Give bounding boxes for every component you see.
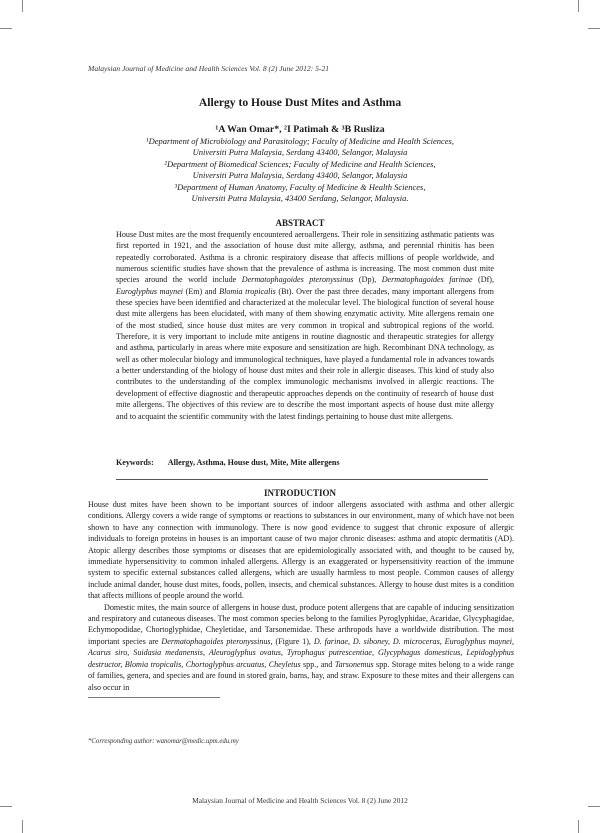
text-segment: spp. Storage mites belong to a wide range of families, genera, and species and are found in stored grain, barns, hay, and straw. Exposure to these mites and their allergens can also occur in — [88, 659, 515, 692]
abstract-segment: (Bt). Over the past three decades, many important allergens from these species have been identified and characterized at the molecular level. The biological function of several house dust mite allergens has been elucidated, with many of them showing enzymatic activity. Mite allergens remain one of the most studied, since house dust mites are very common in tropical and subtropical regions of the world. Therefore, it is very important to include mite antigens in routine diagnostic and therapeutic strategies for allergy and asthma, particularly in areas where mite exposure and sensitization are high. Recombinant DNA technology, as well as other molecular biology and immunological techniques, have played a fundamental role in advances towards a better understanding of the biology of house dust mites and their role in allergic diseases. This kind of study also contributes to the understanding of the complex immunologic mechanisms involved in allergic reactions. The development of effective diagnostic and therapeutic approaches depends on the continuity of research of house dust mite allergens. The objectives of this review are to describe the most important aspects of house dust mite allergy and to acquaint the scientific community with the latest findings pertaining to house dust mite allergens. — [116, 286, 494, 421]
abstract-segment: (Df), — [472, 275, 495, 285]
keywords-list: Allergy, Asthma, House dust, Mite, Mite allergens — [167, 458, 340, 467]
crop-mark — [22, 0, 23, 12]
affiliation-line: Universiti Putra Malaysia, 43400 Serdang, Selangor, Malaysia. — [191, 193, 409, 204]
section-divider — [116, 479, 488, 480]
species-name: Dermatophagoides pteronyssinus — [241, 275, 354, 285]
species-list: D. farinae, D. siboney, D. microceras, Euroglyphus maynei, Acarus siro, Suidasia medanensis, Aleuroglyphus ovatus, Tyrophagus putrescentiae, Glycyphagus domesticus, Lepidoglyphus destructor, Blomia tropicalis, Chortoglyphus arcuatus, Cheyletus — [88, 636, 515, 669]
author-list: ¹A Wan Omar*, ²I Patimah & ³B Rusliza — [215, 124, 385, 135]
paragraph: House dust mites have been shown to be important sources of indoor allergens associated with asthma and other allergic conditions. Allergy covers a wide range of symptoms or reactions to substances in our environment, many of which have not been shown to have any connection with immunology. There is now good evidence to suggest that chronic exposure of allergic individuals to foreign proteins in houses is an important cause of two major chronic diseases: asthma and atopic dermatitis (AD). Atopic allergy describes those symptoms or diseases that are epidemiologically associated with, and thought to be caused by, immediate hypersensitivity to common inhaled allergens. Allergy is an exaggerated or hypersensitivity reaction of the immune system to specific external substances called allergens, which are usually harmless to most people. Common causes of allergy include animal dander, house dust mites, foods, pollen, insects, and chemical substances. Allergy to house dust mites is a condition that affects millions of people around the world. — [88, 500, 514, 601]
text-segment: spp., and — [300, 659, 335, 669]
affiliation-line: ²Department of Biomedical Sciences; Faculty of Medicine and Health Sciences, — [164, 158, 436, 169]
text-segment: , (Figure 1), — [270, 636, 314, 646]
text-segment: Domestic mites, the main source of allergens in house dust, produce potent allergens that are capable of inducing sensitization and respiratory and cutaneous diseases. The most common species belong to the families Pyroglyphidae, Acaridae, Glycyphagidae, Echymopodidae, Chortoglyphidae, Cheyletidae, and Tarsonemidae. These arthropods have a worldwide distribution. The most important species are — [88, 602, 514, 646]
abstract-text — [116, 229, 494, 422]
species-name: Dermatophagoides pteronyssinus — [161, 636, 271, 646]
affiliation-line: ¹Department of Microbiology and Parasitology; Faculty of Medicine and Health Sciences, — [146, 136, 454, 146]
crop-mark — [22, 820, 23, 833]
crop-mark — [0, 28, 12, 29]
abstract-heading: ABSTRACT — [275, 218, 325, 228]
crop-mark — [578, 0, 579, 12]
affiliation-line: Universiti Putra Malaysia, Serdang 43400, Selangor, Malaysia — [192, 147, 408, 158]
affiliation-line: ³Department of Human Anatomy, Faculty of Medicine & Health Sciences, — [174, 181, 426, 192]
species-name: Euroglyphus maynei — [116, 286, 184, 296]
abstract-segment: (Em) and — [183, 286, 220, 296]
abstract-segment: House Dust mites are the most frequently encountered aeroallergens. Their role in sensitizing asthmatic patients was first reported in 1921, and the association of house dust mite allergy, asthma, and perennial rhinitis has been repeatedly corroborated. Asthma is a chronic respiratory disease that affects millions of people worldwide, and numerous scientific studies have shown that the prevalence of asthma is increasing. The most common dust mite species around the world include — [116, 230, 494, 285]
page-footer: Malaysian Journal of Medicine and Health Sciences Vol. 8 (2) June 2012 — [192, 796, 408, 805]
paragraph — [88, 602, 514, 693]
affiliation-line: Universiti Putra Malaysia, Serdang 43400, Selangor, Malaysia — [192, 170, 408, 181]
article-title: Allergy to House Dust Mites and Asthma — [198, 96, 402, 109]
abstract-segment: (Dp), — [353, 275, 382, 285]
species-name: Dermatophagoides farinae — [381, 275, 473, 285]
crop-mark — [578, 820, 579, 833]
crop-mark — [0, 806, 12, 807]
species-name: Tarsonemus — [334, 659, 374, 669]
running-head: Malaysian Journal of Medicine and Health Sciences Vol. 8 (2) June 2012: 5-21 — [88, 64, 330, 73]
corresponding-author-footnote: *Corresponding author: wanomar@medic.upm.edu.my — [88, 738, 239, 745]
crop-mark — [588, 806, 600, 807]
introduction-text — [88, 499, 514, 693]
crop-mark — [588, 28, 600, 29]
species-name: Blomia tropicalis — [219, 286, 276, 296]
keywords-label: Keywords: — [116, 458, 154, 467]
affiliations — [0, 136, 600, 204]
footnote-rule — [88, 697, 220, 698]
introduction-heading: INTRODUCTION — [263, 488, 336, 498]
keywords — [116, 458, 494, 467]
